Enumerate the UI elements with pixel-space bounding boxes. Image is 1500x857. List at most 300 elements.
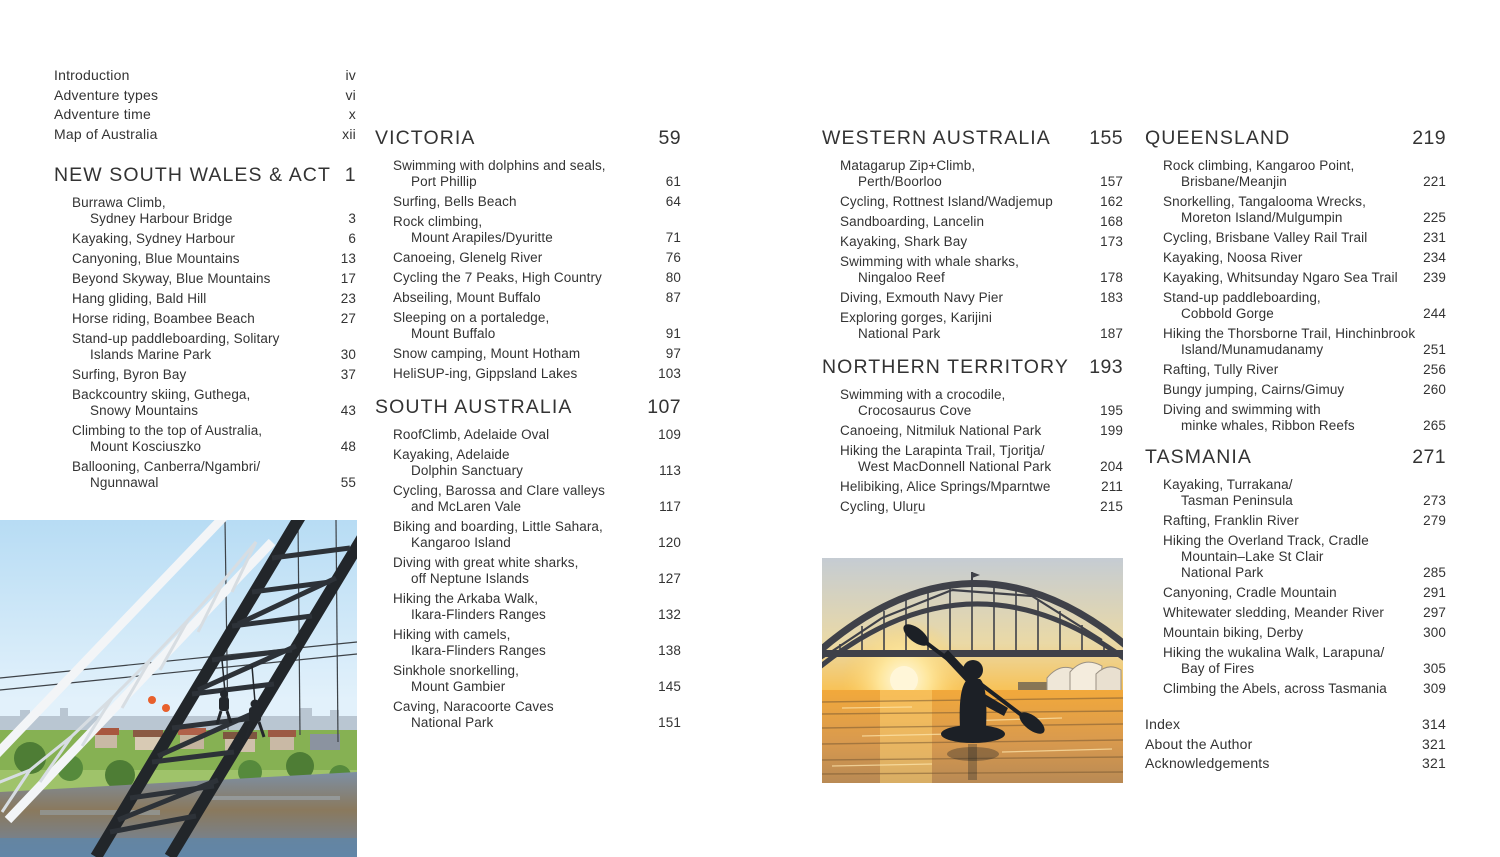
toc-entry-line: Swimming with dolphins and seals, (393, 158, 606, 173)
toc-entry-line: Hiking the Arkaba Walk, (393, 591, 539, 606)
toc-entry (822, 158, 1123, 190)
toc-entry-page: 6 (348, 231, 356, 246)
toc-entry (1145, 645, 1446, 677)
figure-reflection (968, 744, 977, 780)
toc-entry (375, 290, 681, 306)
section-page-number: 271 (1412, 446, 1446, 468)
toc-entry-line: Rock climbing, Kangaroo Point, (1163, 158, 1355, 173)
toc-entry-title (72, 311, 335, 327)
toc-entry (1145, 270, 1446, 286)
toc-entry-title (1163, 533, 1417, 581)
toc-entry (375, 699, 681, 731)
toc-row-label: Map of Australia (54, 125, 158, 142)
toc-entry (375, 270, 681, 286)
toc-entry-title (393, 447, 653, 479)
toc-entry-page: 221 (1423, 174, 1446, 189)
toc-entry-line: Snow camping, Mount Hotham (393, 346, 581, 361)
toc-entry-title (840, 423, 1094, 439)
toc-entry-page: 273 (1423, 493, 1446, 508)
toc-entry-line: Surfing, Bells Beach (393, 194, 517, 209)
toc-column-2 (375, 127, 681, 735)
toc-entry-line: Snowy Mountains (90, 403, 199, 418)
toc-entry-page: 300 (1423, 625, 1446, 640)
section-page-number: 59 (658, 127, 681, 149)
toc-entry-line: Rafting, Franklin River (1163, 513, 1299, 528)
section-entries (375, 158, 681, 382)
section-title: TASMANIA (1145, 446, 1253, 468)
toc-entry-title (72, 423, 335, 455)
toc-entry-line: Matagarup Zip+Climb, (840, 158, 976, 173)
toc-entry-page: 199 (1100, 423, 1123, 438)
toc-entry-line: Canoeing, Glenelg River (393, 250, 543, 265)
toc-entry-page: 215 (1100, 499, 1123, 514)
toc-entry (822, 214, 1123, 230)
toc-entry (1145, 230, 1446, 246)
toc-entry (54, 331, 356, 363)
toc-entry (1145, 605, 1446, 621)
toc-entry (822, 479, 1123, 495)
toc-entry (54, 291, 356, 307)
toc-entry-line: Cycling, Brisbane Valley Rail Trail (1163, 230, 1368, 245)
kayak-sunset-photo (822, 558, 1123, 783)
toc-entry-title (840, 214, 1094, 230)
toc-entry-page: 173 (1100, 234, 1123, 249)
toc-row (54, 105, 356, 125)
toc-entry-line: RoofClimb, Adelaide Oval (393, 427, 550, 442)
toc-entry-page: 103 (658, 366, 681, 381)
toc-entry-page: 291 (1423, 585, 1446, 600)
toc-entry-line: Horse riding, Boambee Beach (72, 311, 255, 326)
toc-entry-page: 132 (658, 607, 681, 622)
toc-entry-line: Bay of Fires (1181, 661, 1255, 676)
toc-entry-title (72, 195, 342, 227)
toc-entry-line: Stand-up paddleboarding, (1163, 290, 1321, 305)
toc-entry-page: 13 (340, 251, 356, 266)
section-title: QUEENSLAND (1145, 127, 1291, 149)
toc-row-label: About the Author (1145, 735, 1253, 752)
toc-entry-title (393, 366, 652, 382)
toc-entry-title (840, 443, 1094, 475)
toc-entry-line: Crocosaurus Cove (858, 403, 972, 418)
toc-entry-title (393, 158, 660, 190)
toc-entry-page: 157 (1100, 174, 1123, 189)
toc-entry-line: Port Phillip (411, 174, 477, 189)
toc-entry-title (1163, 194, 1417, 226)
toc-row-page: vi (345, 86, 356, 103)
toc-entry-line: Climbing to the top of Australia, (72, 423, 263, 438)
toc-entry-line: Hiking with camels, (393, 627, 511, 642)
toc-entry (822, 254, 1123, 286)
section-page-number: 107 (647, 396, 681, 418)
toc-entry-line: West MacDonnell National Park (858, 459, 1052, 474)
toc-entry (54, 311, 356, 327)
safety-gear-orange (148, 696, 156, 704)
toc-entry-title (840, 158, 1094, 190)
toc-entry-title (1163, 250, 1417, 266)
toc-entry-line: Snorkelling, Tangalooma Wrecks, (1163, 194, 1366, 209)
toc-row (54, 66, 356, 86)
toc-entry-title (1163, 585, 1417, 601)
toc-entry-line: Islands Marine Park (90, 347, 212, 362)
toc-entry-line: Island/Munamudanamy (1181, 342, 1324, 357)
toc-entry (822, 443, 1123, 475)
toc-entry-title (1163, 681, 1417, 697)
toc-entry-line: Moreton Island/Mulgumpin (1181, 210, 1343, 225)
toc-entry (375, 591, 681, 623)
toc-entry (822, 387, 1123, 419)
toc-entry-line: Surfing, Byron Bay (72, 367, 187, 382)
toc-entry-title (1163, 477, 1417, 509)
front-matter-list (54, 66, 356, 144)
toc-entry (54, 367, 356, 383)
toc-entry-page: 37 (340, 367, 356, 382)
toc-entry (1145, 362, 1446, 378)
toc-entry (375, 663, 681, 695)
toc-entry (1145, 585, 1446, 601)
toc-row-label: Acknowledgements (1145, 755, 1270, 771)
section-page-number: 155 (1089, 127, 1123, 149)
toc-entry-page: 76 (665, 250, 681, 265)
toc-entry-page: 151 (658, 715, 681, 730)
toc-entry-title (393, 270, 660, 286)
toc-entry-line: Abseiling, Mount Buffalo (393, 290, 541, 305)
toc-entry (54, 195, 356, 227)
toc-entry-title (1163, 270, 1417, 286)
section-victoria (375, 127, 681, 382)
section-page-number: 219 (1412, 127, 1446, 149)
toc-entry-page: 43 (340, 403, 356, 418)
toc-entry-line: Sandboarding, Lancelin (840, 214, 985, 229)
toc-entry-page: 285 (1423, 565, 1446, 580)
toc-entry-line: National Park (1181, 565, 1264, 580)
toc-entry-title (72, 231, 342, 247)
toc-entry-line: Swimming with whale sharks, (840, 254, 1020, 269)
toc-entry-page: 168 (1100, 214, 1123, 229)
toc-entry-line: Dolphin Sanctuary (411, 463, 524, 478)
toc-entry-line: Canyoning, Cradle Mountain (1163, 585, 1337, 600)
toc-entry (822, 310, 1123, 342)
toc-entry (822, 290, 1123, 306)
toc-entry-title (72, 291, 335, 307)
toc-entry-title (840, 479, 1095, 495)
toc-entry-line: Ningaloo Reef (858, 270, 945, 285)
toc-entry (375, 194, 681, 210)
toc-entry-line: Hiking the Thorsborne Trail, Hinchinbrook (1163, 326, 1416, 341)
section-title: NEW SOUTH WALES & ACT (54, 164, 331, 186)
toc-entry-page: 138 (658, 643, 681, 658)
toc-row-label: Introduction (54, 67, 130, 83)
toc-entry (375, 519, 681, 551)
toc-entry-page: 120 (658, 535, 681, 550)
section-page-number: 193 (1089, 356, 1123, 378)
toc-entry-line: Hang gliding, Bald Hill (72, 291, 207, 306)
toc-entry-page: 178 (1100, 270, 1123, 285)
kayak-photo-illustration (822, 558, 1123, 783)
toc-entry (375, 483, 681, 515)
toc-row-page: iv (345, 67, 356, 83)
toc-entry-page: 211 (1101, 479, 1123, 494)
toc-entry-page: 256 (1423, 362, 1446, 377)
toc-entry-line: Helibiking, Alice Springs/Mparntwe (840, 479, 1051, 494)
toc-entry-title (393, 627, 652, 659)
toc-entry-line: Caving, Naracoorte Caves (393, 699, 554, 714)
toc-entry (54, 231, 356, 247)
toc-entry-title (393, 250, 660, 266)
toc-entry-title (1163, 382, 1417, 398)
toc-entry (54, 423, 356, 455)
toc-entry (1145, 194, 1446, 226)
toc-entry (375, 427, 681, 443)
toc-entry-line: Hiking the Overland Track, Cradle (1163, 533, 1369, 548)
toc-entry-title (393, 214, 660, 246)
toc-entry-line: Sydney Harbour Bridge (90, 211, 233, 226)
toc-entry-line: Diving with great white sharks, (393, 555, 579, 570)
toc-row (1145, 754, 1446, 774)
sun (890, 666, 918, 694)
toc-entry-line: Ballooning, Canberra/Ngambri/ (72, 459, 261, 474)
toc-entry-page: 231 (1423, 230, 1446, 245)
toc-entry-page: 23 (340, 291, 356, 306)
toc-entry-line: Brisbane/Meanjin (1181, 174, 1287, 189)
toc-entry-title (840, 310, 1094, 342)
toc-entry-line: Kayaking, Adelaide (393, 447, 510, 462)
toc-entry-line: Kayaking, Turrakana/ (1163, 477, 1293, 492)
section-tasmania (1145, 446, 1446, 697)
toc-entry-line: Hiking the Larapinta Trail, Tjoritja/ (840, 443, 1045, 458)
toc-entry-line: Cycling, Barossa and Clare valleys (393, 483, 605, 498)
toc-entry-line: Exploring gorges, Karijini (840, 310, 992, 325)
toc-entry-line: Mount Kosciuszko (90, 439, 202, 454)
toc-entry-title (1163, 290, 1417, 322)
toc-entry-title (393, 310, 660, 342)
toc-row-label: Adventure time (54, 106, 151, 122)
toc-row-label: Adventure types (54, 86, 159, 103)
toc-entry (1145, 290, 1446, 322)
toc-entry (1145, 158, 1446, 190)
toc-entry (1145, 402, 1446, 434)
toc-entry-line: Climbing the Abels, across Tasmania (1163, 681, 1387, 696)
toc-entry (1145, 250, 1446, 266)
toc-entry-title (393, 346, 660, 362)
toc-entry-page: 30 (340, 347, 356, 362)
toc-entry-title (72, 251, 335, 267)
section-title: NORTHERN TERRITORY (822, 356, 1069, 378)
toc-row (54, 86, 356, 106)
toc-entry-title (393, 483, 653, 515)
toc-entry-title (1163, 625, 1417, 641)
section-northern-territory (822, 356, 1123, 515)
zipline-bridge-photo (0, 520, 357, 857)
toc-entry-title (1163, 605, 1417, 621)
section-new-south-wales-act (54, 164, 356, 491)
toc-entry-page: 251 (1423, 342, 1446, 357)
toc-entry-line: Ngunnawal (90, 475, 159, 490)
toc-entry-page: 305 (1423, 661, 1446, 676)
toc-entry (375, 627, 681, 659)
section-entries (375, 427, 681, 731)
section-title: WESTERN AUSTRALIA (822, 127, 1051, 149)
toc-entry-title (840, 387, 1094, 419)
toc-entry-line: Sleeping on a portaledge, (393, 310, 550, 325)
toc-entry (54, 387, 356, 419)
toc-entry-page: 187 (1100, 326, 1123, 341)
toc-entry-line: Ikara-Flinders Ranges (411, 643, 546, 658)
section-south-australia (375, 396, 681, 731)
toc-entry-page: 55 (340, 475, 356, 490)
toc-entry-title (1163, 362, 1417, 378)
toc-entry-page: 225 (1423, 210, 1446, 225)
toc-entry-line: Diving and swimming with (1163, 402, 1321, 417)
toc-entry-title (393, 194, 660, 210)
toc-entry-line: HeliSUP-ing, Gippsland Lakes (393, 366, 578, 381)
toc-entry-page: 204 (1100, 459, 1123, 474)
toc-entry (375, 310, 681, 342)
toc-entry-page: 260 (1423, 382, 1446, 397)
toc-entry-line: Cycling, Uluṟu (840, 499, 926, 514)
toc-entry (1145, 513, 1446, 529)
toc-entry (375, 555, 681, 587)
toc-row (1145, 715, 1446, 735)
toc-entry-title (840, 290, 1094, 306)
section-entries (54, 195, 356, 491)
toc-entry-title (1163, 402, 1417, 434)
toc-entry-line: Mount Arapiles/Dyuritte (411, 230, 553, 245)
toc-entry (1145, 326, 1446, 358)
toc-entry (822, 194, 1123, 210)
section-title: VICTORIA (375, 127, 476, 149)
toc-entry-line: Mount Gambier (411, 679, 506, 694)
toc-entry-line: Canoeing, Nitmiluk National Park (840, 423, 1042, 438)
toc-entry-line: Sinkhole snorkelling, (393, 663, 519, 678)
section-queensland (1145, 127, 1446, 434)
toc-entry-title (393, 699, 652, 731)
toc-entry (1145, 625, 1446, 641)
toc-entry-line: Burrawa Climb, (72, 195, 166, 210)
toc-entry-line: Canyoning, Blue Mountains (72, 251, 240, 266)
toc-entry-page: 3 (348, 211, 356, 226)
toc-entry (1145, 681, 1446, 697)
toc-entry-title (840, 234, 1094, 250)
toc-entry (375, 447, 681, 479)
section-title: SOUTH AUSTRALIA (375, 396, 573, 418)
toc-entry-title (393, 427, 652, 443)
toc-entry-title (1163, 645, 1417, 677)
toc-entry-title (72, 367, 335, 383)
toc-entry-page: 195 (1100, 403, 1123, 418)
section-western-australia (822, 127, 1123, 342)
toc-entry (54, 251, 356, 267)
toc-entry-line: Bungy jumping, Cairns/Gimuy (1163, 382, 1345, 397)
section-entries (822, 387, 1123, 515)
toc-entry-line: Stand-up paddleboarding, Solitary (72, 331, 280, 346)
toc-entry-title (1163, 513, 1417, 529)
toc-entry-title (1163, 230, 1417, 246)
section-page-number: 1 (344, 164, 356, 186)
toc-entry-line: Kayaking, Noosa River (1163, 250, 1303, 265)
toc-entry-line: Mountain biking, Derby (1163, 625, 1304, 640)
toc-entry-line: Beyond Skyway, Blue Mountains (72, 271, 271, 286)
toc-entry (375, 158, 681, 190)
toc-entry-page: 87 (665, 290, 681, 305)
zipline-photo-illustration (0, 520, 357, 857)
toc-entry-title (393, 591, 652, 623)
toc-row (54, 125, 356, 145)
toc-entry-page: 113 (659, 463, 681, 478)
toc-entry (375, 250, 681, 266)
toc-entry-title (72, 387, 335, 419)
toc-entry-line: National Park (411, 715, 494, 730)
toc-entry-line: Hiking the wukalina Walk, Larapuna/ (1163, 645, 1385, 660)
toc-column-4 (1145, 127, 1446, 774)
toc-entry (822, 499, 1123, 515)
toc-entry (1145, 477, 1446, 509)
toc-entry-line: minke whales, Ribbon Reefs (1181, 418, 1355, 433)
toc-entry (375, 366, 681, 382)
safety-gear-orange (162, 704, 170, 712)
kayak-hull (941, 725, 1005, 743)
toc-entry-title (393, 555, 652, 587)
toc-entry-title (393, 290, 660, 306)
toc-entry-page: 244 (1423, 306, 1446, 321)
toc-entry-page: 61 (665, 174, 681, 189)
toc-entry-page: 71 (665, 230, 681, 245)
toc-entry-line: Ikara-Flinders Ranges (411, 607, 546, 622)
section-entries (822, 158, 1123, 342)
toc-entry-page: 279 (1423, 513, 1446, 528)
section-entries (1145, 158, 1446, 434)
toc-entry (1145, 533, 1446, 581)
back-matter-list (1145, 715, 1446, 774)
toc-row-page: 321 (1422, 735, 1446, 752)
toc-row-label: Index (1145, 716, 1181, 732)
toc-entry-page: 80 (665, 270, 681, 285)
toc-entry-page: 109 (658, 427, 681, 442)
toc-entry (1145, 382, 1446, 398)
toc-entry-title (1163, 326, 1417, 358)
toc-entry-line: National Park (858, 326, 941, 341)
toc-entry (54, 271, 356, 287)
toc-entry-line: Diving, Exmouth Navy Pier (840, 290, 1004, 305)
toc-entry-line: Biking and boarding, Little Sahara, (393, 519, 603, 534)
toc-entry-title (840, 499, 1094, 515)
toc-entry-line: Cycling, Rottnest Island/Wadjemup (840, 194, 1053, 209)
toc-entry-line: Kayaking, Sydney Harbour (72, 231, 235, 246)
toc-entry-page: 48 (340, 439, 356, 454)
toc-entry-line: Cycling the 7 Peaks, High Country (393, 270, 602, 285)
toc-entry-page: 162 (1100, 194, 1123, 209)
toc-entry (54, 459, 356, 491)
toc-entry-title (1163, 158, 1417, 190)
section-entries (1145, 477, 1446, 697)
toc-entry-line: Swimming with a crocodile, (840, 387, 1006, 402)
toc-entry (822, 423, 1123, 439)
toc-entry-page: 91 (665, 326, 681, 341)
toc-entry-page: 297 (1423, 605, 1446, 620)
toc-entry-line: Mountain–Lake St Clair (1181, 549, 1324, 564)
toc-entry-line: Kayaking, Shark Bay (840, 234, 968, 249)
toc-entry-line: Cobbold Gorge (1181, 306, 1274, 321)
toc-entry (822, 234, 1123, 250)
toc-entry-line: Kayaking, Whitsunday Ngaro Sea Trail (1163, 270, 1398, 285)
toc-entry-title (840, 194, 1094, 210)
toc-entry-title (72, 459, 335, 491)
toc-entry-page: 27 (340, 311, 356, 326)
toc-entry (375, 214, 681, 246)
toc-entry-page: 127 (658, 571, 681, 586)
toc-entry-line: Kangaroo Island (411, 535, 511, 550)
toc-entry-page: 17 (340, 271, 356, 286)
toc-entry-page: 239 (1423, 270, 1446, 285)
